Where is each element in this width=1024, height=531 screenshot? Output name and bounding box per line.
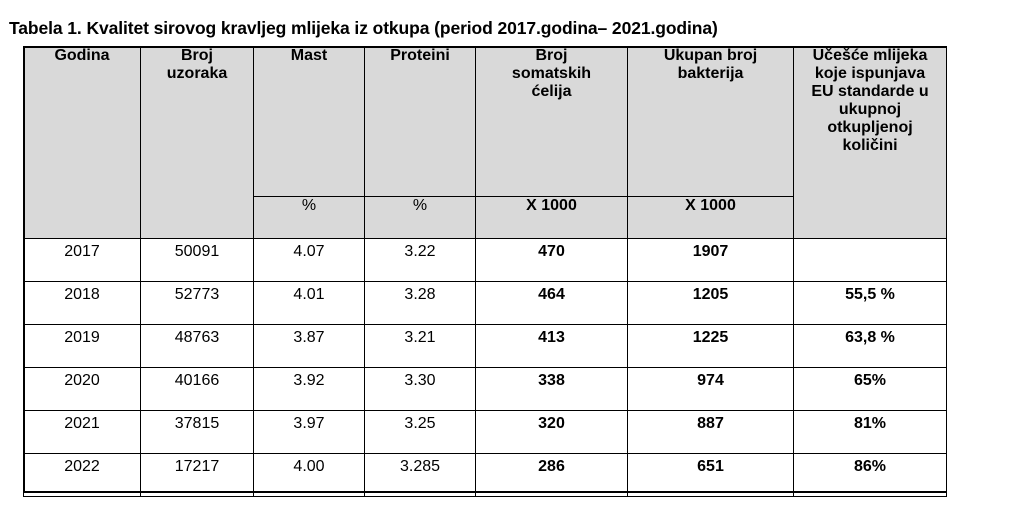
cell-proteini: 3.25 [365, 411, 476, 454]
cell-godina: 2022 [24, 454, 141, 497]
cell-somatske-celije: 464 [476, 282, 628, 325]
cell-bakterije: 974 [628, 368, 794, 411]
cell-eu-udio: 63,8 % [794, 325, 947, 368]
cell-broj-uzoraka: 40166 [141, 368, 254, 411]
header-mast: Mast [254, 47, 365, 197]
cell-godina: 2017 [24, 239, 141, 282]
cell-mast: 4.00 [254, 454, 365, 497]
cell-eu-udio: 55,5 % [794, 282, 947, 325]
cell-broj-uzoraka: 52773 [141, 282, 254, 325]
cell-godina: 2019 [24, 325, 141, 368]
cell-mast: 4.01 [254, 282, 365, 325]
table-row [24, 282, 947, 325]
cell-eu-udio: 81% [794, 411, 947, 454]
cell-broj-uzoraka: 17217 [141, 454, 254, 497]
cell-eu-udio: 65% [794, 368, 947, 411]
cell-godina: 2021 [24, 411, 141, 454]
unit-bakterije: X 1000 [628, 197, 794, 239]
cell-eu-udio: 86% [794, 454, 947, 497]
unit-proteini: % [365, 197, 476, 239]
table-row [24, 368, 947, 411]
cell-godina: 2018 [24, 282, 141, 325]
header-row [24, 47, 947, 197]
unit-mast: % [254, 197, 365, 239]
table-row [24, 454, 947, 497]
header-bakterije: Ukupan broj bakterija [628, 47, 794, 197]
cell-bakterije: 1907 [628, 239, 794, 282]
cell-bakterije: 1225 [628, 325, 794, 368]
cell-somatske-celije: 320 [476, 411, 628, 454]
cell-proteini: 3.21 [365, 325, 476, 368]
cell-mast: 3.87 [254, 325, 365, 368]
cell-eu-udio [794, 239, 947, 282]
header-somatske-celije: Broj somatskih ćelija [476, 47, 628, 197]
cell-bakterije: 887 [628, 411, 794, 454]
cell-proteini: 3.285 [365, 454, 476, 497]
cell-bakterije: 651 [628, 454, 794, 497]
table-row [24, 325, 947, 368]
cell-broj-uzoraka: 50091 [141, 239, 254, 282]
cell-bakterije: 1205 [628, 282, 794, 325]
header-proteini: Proteini [365, 47, 476, 197]
header-godina: Godina [24, 47, 141, 239]
cell-broj-uzoraka: 37815 [141, 411, 254, 454]
cell-somatske-celije: 470 [476, 239, 628, 282]
header-eu-udio: Učešće mlijeka koje ispunjava EU standarde u ukupnoj otkupljenoj količini [794, 47, 947, 239]
cell-mast: 4.07 [254, 239, 365, 282]
unit-somatske-celije: X 1000 [476, 197, 628, 239]
cell-somatske-celije: 338 [476, 368, 628, 411]
table-row [24, 411, 947, 454]
cell-somatske-celije: 413 [476, 325, 628, 368]
header-broj-uzoraka: Broj uzoraka [141, 47, 254, 239]
cell-broj-uzoraka: 48763 [141, 325, 254, 368]
cell-godina: 2020 [24, 368, 141, 411]
cell-proteini: 3.28 [365, 282, 476, 325]
cell-mast: 3.97 [254, 411, 365, 454]
cell-somatske-celije: 286 [476, 454, 628, 497]
cell-mast: 3.92 [254, 368, 365, 411]
table-caption: Tabela 1. Kvalitet sirovog kravljeg mlijeka iz otkupa (period 2017.godina– 2021.godina) [9, 18, 718, 38]
milk-quality-table [23, 46, 947, 497]
table-row [24, 239, 947, 282]
cell-proteini: 3.30 [365, 368, 476, 411]
cell-proteini: 3.22 [365, 239, 476, 282]
